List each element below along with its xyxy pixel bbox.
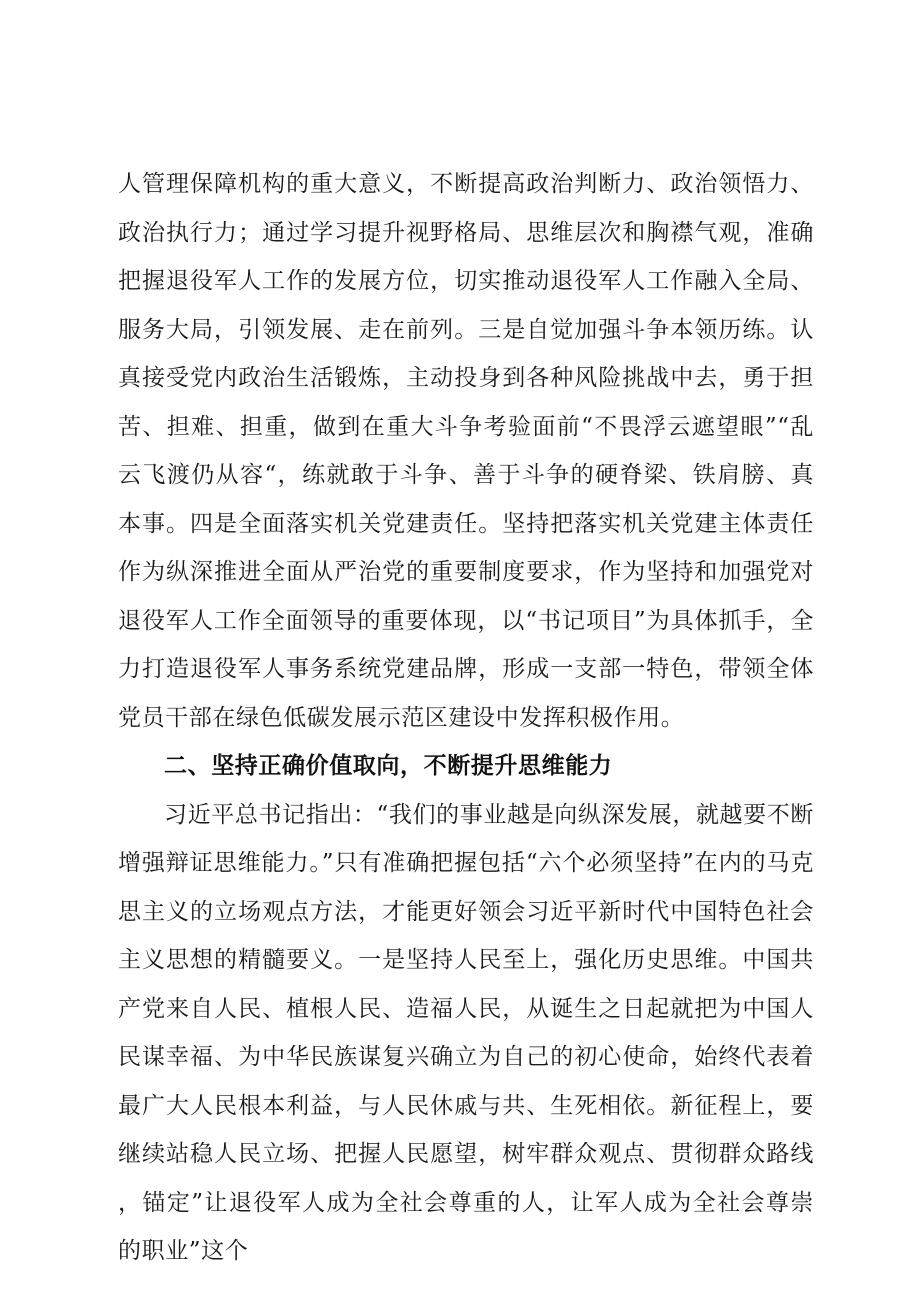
- section-heading: 二、坚持正确价值取向，不断提升思维能力: [164, 753, 613, 779]
- body-paragraph: 习近平总书记指出：“我们的事业越是向纵深发展，就越要不断增强辩证思维能力。”只有准确把握包括“六个必须坚持”在内的马克思主义的立场观点方法，才能更好领会习近平新时代中国特色社会主义思想的精髓要义。一是坚持人民至上，强化历史思维。中国共产党来自人民、植根人民、造福人民，从诞生之日起就把为中国人民谋幸福、为中华民族谋复兴确立为自己的初心使命，始终代表着最广大人民根本利益，与人民休戚与共、生死相依。新征程上，要继续站稳人民立场、把握人民愿望，树牢群众观点、贯彻群众路线，锚定”让退役军人成为全社会尊重的人，让军人成为全社会尊崇的职业”这个: [118, 801, 814, 1264]
- document-body: [118, 160, 814, 1276]
- body-paragraph-continued: 人管理保障机构的重大意义，不断提高政治判断力、政治领悟力、政治执行力；通过学习提升视野格局、思维层次和胸襟气观，准确把握退役军人工作的发展方位，切实推动退役军人工作融入全局、服务大局，引领发展、走在前列。三是自觉加强斗争本领历练。认真接受党内政治生活锻炼，主动投身到各种风险挑战中去，勇于担苦、担难、担重，做到在重大斗争考验面前“不畏浮云遮望眼”“乱云飞渡仍从容“，练就敢于斗争、善于斗争的硬脊梁、铁肩膀、真本事。四是全面落实机关党建责任。坚持把落实机关党建主体责任作为纵深推进全面从严治党的重要制度要求，作为坚持和加强党对退役军人工作全面领导的重要体现，以“书记项目”为具体抓手，全力打造退役军人事务系统党建品牌，形成一支部一特色，带领全体党员干部在绿色低碳发展示范区建设中发挥积极作用。: [118, 171, 814, 731]
